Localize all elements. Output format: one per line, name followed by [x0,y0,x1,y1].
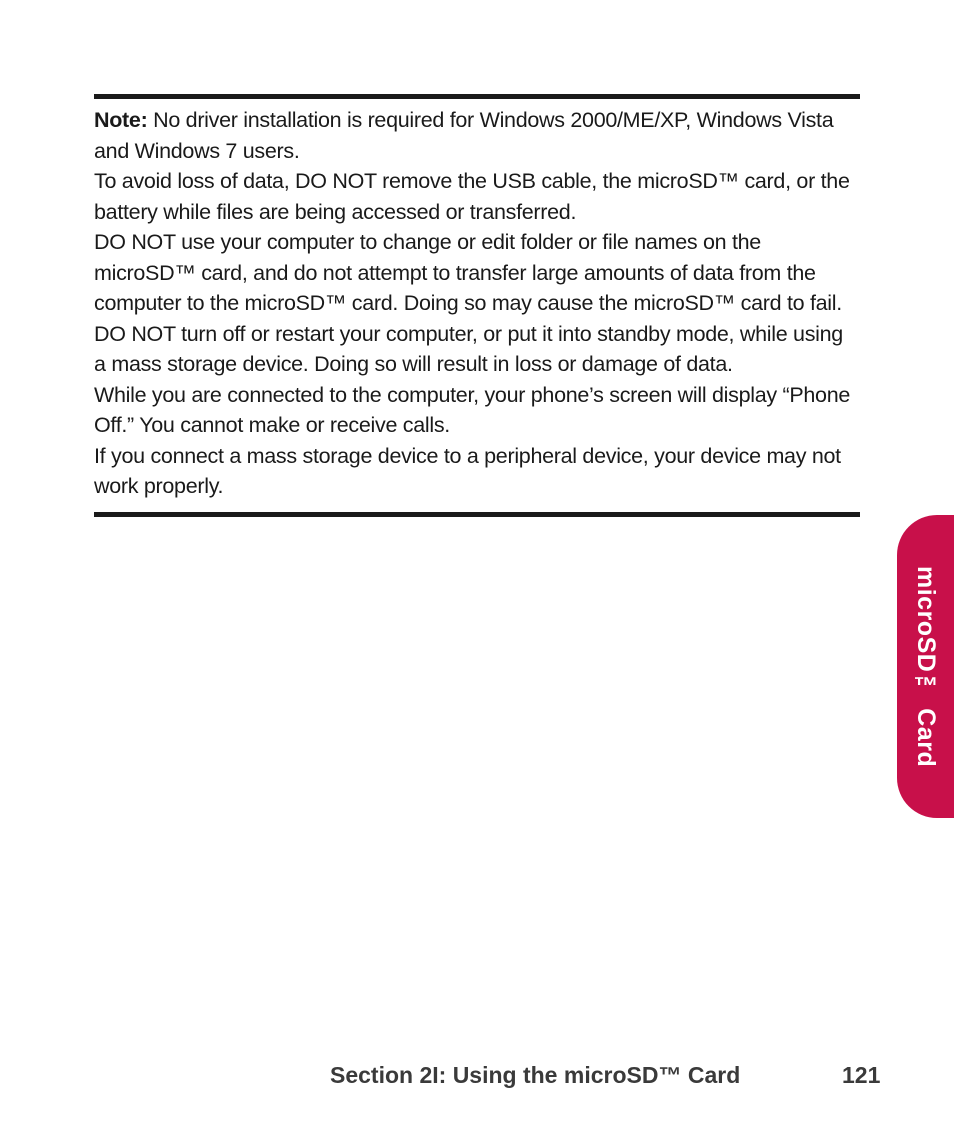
side-tab-label: microSD™ Card [912,565,940,768]
note-intro [94,105,860,166]
note-label: Note: [94,108,148,132]
footer-page-number: 121 [842,1062,881,1088]
footer-section-title: Section 2I: Using the microSD™ Card [330,1062,741,1088]
note-paragraph-standby: DO NOT turn off or restart your computer, or put it into standby mode, while using a mass storage device. Doing so will result in loss or damage of data. [94,321,843,376]
note-paragraph-usb: To avoid loss of data, DO NOT remove the USB cable, the microSD™ card, or the battery while files are being accessed or transferred. [94,169,850,224]
note-intro-text: No driver installation is required for Windows 2000/ME/XP, Windows Vista and Windows 7 users. [94,108,834,163]
note-box [94,94,860,517]
note-paragraph-filenames: DO NOT use your computer to change or edit folder or file names on the microSD™ card, and do not attempt to transfer large amounts of data from the computer to the microSD™ card. Doing so may cause the microSD™ card to fail. [94,230,842,315]
section-side-tab [897,515,954,818]
note-paragraph-phone-off: While you are connected to the computer, your phone’s screen will display “Phone Off.” You cannot make or receive calls. [94,382,851,437]
note-paragraph-peripheral: If you connect a mass storage device to a peripheral device, your device may not work properly. [94,443,841,498]
